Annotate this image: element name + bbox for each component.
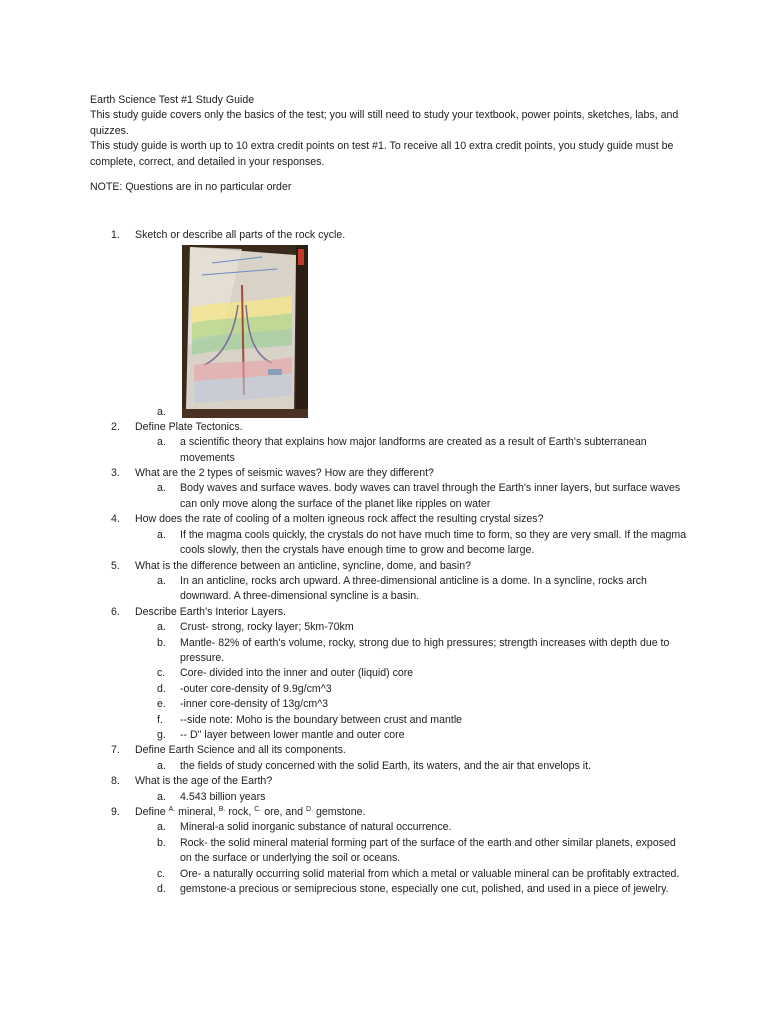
question-number: 3. (111, 467, 120, 480)
answer-letter: c. (157, 867, 166, 880)
answer-item (135, 528, 690, 559)
answer-letter: c. (157, 667, 166, 680)
question-item (90, 420, 690, 466)
answer-text: -inner core-density of 13g/cm^3 (180, 698, 329, 711)
answer-list (135, 759, 690, 774)
answer-item (135, 867, 690, 882)
answer-letter: b. (157, 636, 166, 649)
question-item (90, 228, 690, 419)
answer-text: a scientific theory that explains how major landforms are created as a result of Earth's subterranean movements (180, 436, 647, 464)
answer-text: Body waves and surface waves. body waves can travel through the Earth's inner layers, but surface waves can only move along the surface of the planet like ripples on water (180, 482, 681, 510)
question-text: Sketch or describe all parts of the rock cycle. (135, 229, 346, 242)
answer-text: In an anticline, rocks arch upward. A three-dimensional anticline is a dome. In a syncline, rocks arch downward. A three-dimensional syncline is a basin. (180, 574, 647, 603)
intro-paragraph-2: This study guide is worth up to 10 extra credit points on test #1. To receive all 10 extra credit points, you study guide must be complete, correct, and detailed in your responses. (90, 140, 674, 168)
term-mineral: mineral, (175, 806, 219, 818)
question-item (90, 466, 690, 512)
answer-item (135, 820, 690, 835)
answer-letter: a. (157, 528, 166, 541)
question-item (90, 743, 690, 774)
answer-list (135, 481, 690, 512)
answer-item (135, 244, 690, 420)
answer-letter: a. (157, 759, 166, 772)
answer-list (135, 528, 690, 559)
question-number: 4. (111, 513, 120, 526)
superscript-d: D. (306, 806, 314, 813)
answer-item (135, 697, 690, 712)
answer-item (135, 728, 690, 743)
question-text: Define Plate Tectonics. (135, 420, 243, 433)
answer-text: -- D" layer between lower mantle and outer core (180, 728, 405, 741)
answer-list (135, 820, 690, 897)
question-item (90, 605, 690, 744)
question-number: 2. (111, 420, 120, 433)
answer-item (135, 666, 690, 681)
answer-text: If the magma cools quickly, the crystals do not have much time to form, so they are very small. If the magma cools slowly, then the crystals have enough time to grow and become large. (180, 528, 687, 557)
question-text (135, 806, 365, 818)
question-number: 9. (111, 806, 120, 818)
question-text: What is the age of the Earth? (135, 775, 273, 788)
answer-item (135, 682, 690, 697)
superscript-b: B. (218, 806, 226, 813)
term-ore: ore, and (261, 806, 307, 818)
answer-item (135, 435, 690, 466)
answer-text: Mantle- 82% of earth's volume, rocky, strong due to high pressures; strength increases with depth due to pressure. (180, 636, 670, 664)
answer-list (135, 620, 690, 743)
superscript-c: C. (254, 806, 262, 813)
answer-letter: f. (157, 713, 163, 726)
define-word: Define (135, 806, 169, 818)
answer-item (135, 620, 690, 635)
question-item (90, 512, 690, 558)
answer-text: Ore- a naturally occurring solid material from which a metal or valuable mineral can be profitably extracted. (180, 867, 680, 880)
order-note: NOTE: Questions are in no particular order (90, 181, 292, 194)
question-text: How does the rate of cooling of a molten igneous rock affect the resulting crystal sizes? (135, 513, 544, 526)
question-text: Define Earth Science and all its components. (135, 744, 346, 757)
question-number: 5. (111, 559, 120, 572)
question-item (90, 559, 690, 605)
question-number: 7. (111, 744, 120, 757)
answer-item (135, 759, 690, 774)
answer-list (135, 574, 690, 605)
answer-item (135, 882, 690, 897)
question-text: What are the 2 types of seismic waves? How are they different? (135, 467, 434, 480)
question-list (90, 228, 690, 897)
answer-text: the fields of study concerned with the solid Earth, its waters, and the air that envelops it. (180, 759, 592, 772)
superscript-a: A. (168, 806, 176, 813)
answer-item (135, 636, 690, 667)
answer-list (135, 435, 690, 466)
answer-letter: a. (157, 436, 166, 449)
answer-list (135, 790, 690, 805)
answer-text: Rock- the solid mineral material forming part of the surface of the earth and other similar planets, exposed on the surface or underlying the soil or oceans. (180, 836, 676, 865)
answer-text: Core- divided into the inner and outer (liquid) core (180, 667, 414, 680)
study-guide-page (90, 93, 690, 897)
answer-text: 4.543 billion years (180, 790, 266, 803)
question-item (90, 805, 690, 897)
answer-letter: a. (157, 405, 166, 418)
answer-letter: g. (157, 728, 166, 741)
intro-paragraph-1: This study guide covers only the basics of the test; you will still need to study your textbook, power points, sketches, labs, and quizzes. (90, 109, 679, 137)
answer-item (135, 836, 690, 867)
answer-letter: a. (157, 482, 166, 495)
document-title: Earth Science Test #1 Study Guide (90, 94, 255, 106)
answer-text: Crust- strong, rocky layer; 5km-70km (180, 621, 354, 634)
answer-item (135, 574, 690, 605)
answer-letter: a. (157, 621, 166, 634)
answer-item (135, 713, 690, 728)
answer-letter: d. (157, 682, 166, 695)
question-text: Describe Earth's Interior Layers. (135, 605, 286, 618)
question-text: What is the difference between an anticline, syncline, dome, and basin? (135, 559, 472, 572)
term-rock: rock, (225, 806, 255, 818)
answer-letter: a. (157, 790, 166, 803)
answer-text: Mineral-a solid inorganic substance of natural occurrence. (180, 821, 452, 834)
answer-text: -outer core-density of 9.9g/cm^3 (180, 682, 332, 695)
question-number: 6. (111, 605, 120, 618)
question-item (90, 774, 690, 805)
answer-letter: a. (157, 821, 166, 834)
question-number: 8. (111, 775, 120, 788)
answer-text: gemstone-a precious or semiprecious stone, especially one cut, polished, and used in a piece of jewelry. (180, 883, 669, 896)
term-gemstone: gemstone. (313, 806, 366, 818)
answer-item (135, 481, 690, 512)
answer-text: --side note: Moho is the boundary between crust and mantle (180, 713, 463, 726)
question-number: 1. (111, 229, 120, 242)
rock-cycle-sketch-photo (182, 245, 308, 418)
answer-letter: d. (157, 883, 166, 896)
answer-letter: e. (157, 698, 166, 711)
answer-letter: a. (157, 574, 166, 587)
answer-list (135, 244, 690, 420)
answer-item (135, 790, 690, 805)
answer-letter: b. (157, 836, 166, 849)
